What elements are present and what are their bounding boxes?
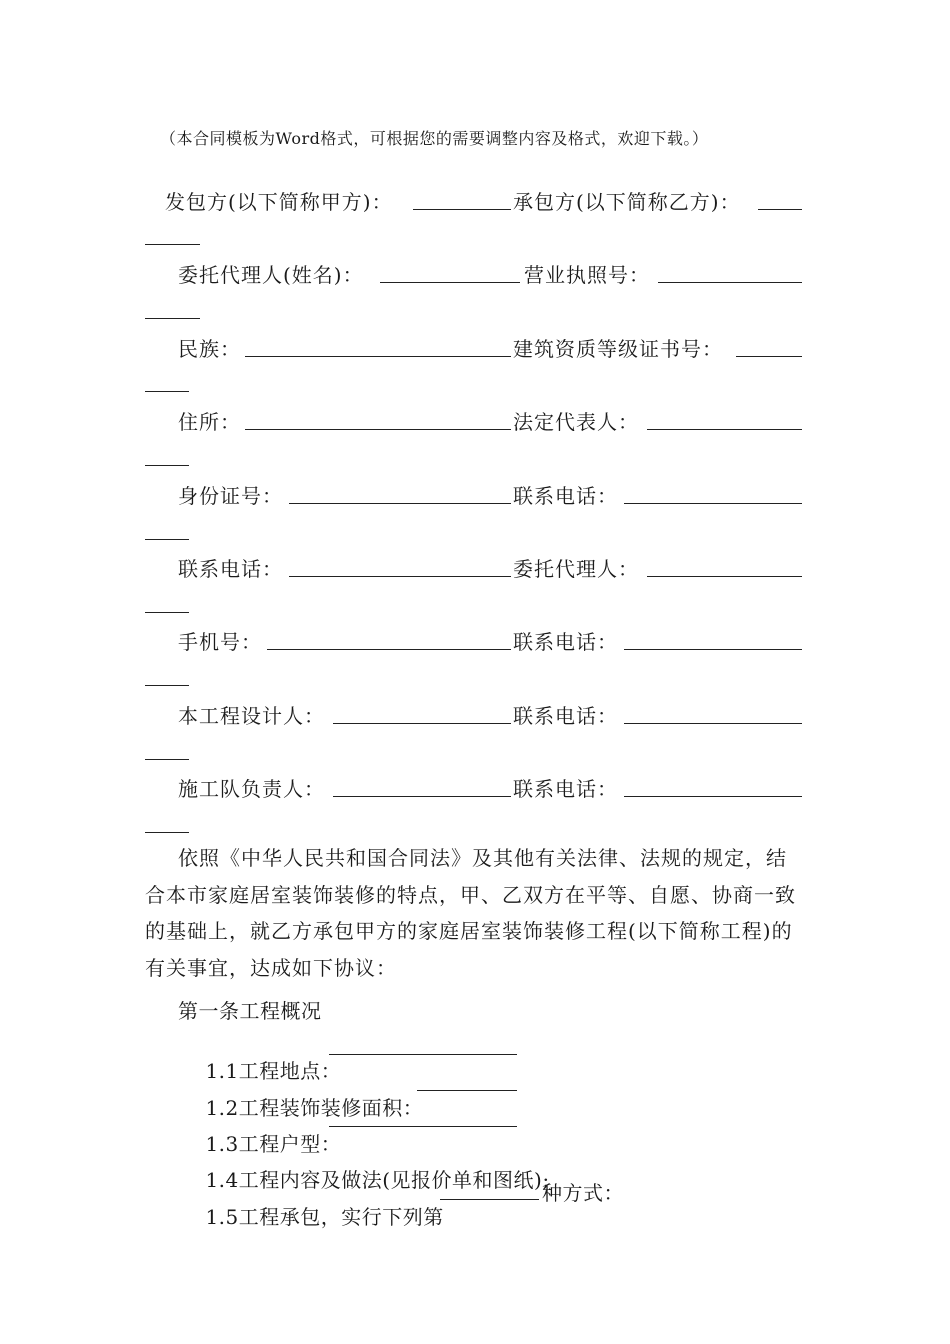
fill-blank[interactable] xyxy=(333,723,511,724)
fill-blank[interactable] xyxy=(736,356,802,357)
field-label-right: 联系电话： xyxy=(513,704,618,728)
fill-blank-continued[interactable] xyxy=(145,539,189,540)
field-label-left: 本工程设计人： xyxy=(178,704,325,728)
field-label-left: 联系电话： xyxy=(178,557,283,581)
fill-blank[interactable] xyxy=(380,282,520,283)
fill-blank-continued[interactable] xyxy=(145,244,200,245)
fill-blank[interactable] xyxy=(624,723,802,724)
fill-blank[interactable] xyxy=(333,796,511,797)
item-label: 1.3工程户型： xyxy=(205,1132,342,1156)
item-label: 1.5工程承包，实行下列第 xyxy=(205,1205,444,1229)
field-label-right: 法定代表人： xyxy=(513,410,639,434)
article-title: 第一条工程概况 xyxy=(178,999,322,1023)
fill-blank[interactable] xyxy=(624,649,802,650)
fill-blank[interactable] xyxy=(417,1090,517,1091)
field-label-left: 住所： xyxy=(178,410,241,434)
fill-blank[interactable] xyxy=(624,503,802,504)
item-1-5-suffix: 种方式： xyxy=(542,1181,624,1205)
field-label-right: 委托代理人： xyxy=(513,557,639,581)
field-label-left: 施工队负责人： xyxy=(178,777,325,801)
fill-blank-continued[interactable] xyxy=(145,391,189,392)
field-label-right: 联系电话： xyxy=(513,777,618,801)
field-label-left: 发包方(以下简称甲方)： xyxy=(165,190,393,214)
field-label-left: 身份证号： xyxy=(178,484,283,508)
fill-blank-continued[interactable] xyxy=(145,612,189,613)
template-note: （本合同模板为Word格式，可根据您的需要调整内容及格式，欢迎下载。） xyxy=(160,129,709,148)
fill-blank[interactable] xyxy=(647,576,802,577)
fill-blank[interactable] xyxy=(329,1126,517,1127)
fill-blank-continued[interactable] xyxy=(145,832,189,833)
fill-blank[interactable] xyxy=(624,796,802,797)
fill-blank[interactable] xyxy=(245,356,511,357)
fill-blank-continued[interactable] xyxy=(145,318,200,319)
fill-blank[interactable] xyxy=(289,503,511,504)
intro-paragraph: 依照《中华人民共和国合同法》及其他有关法律、法规的规定，结合本市家庭居室装饰装修的特点，甲、乙双方在平等、自愿、协商一致的基础上，就乙方承包甲方的家庭居室装饰装修工程(以下简称工程)的有关事宜，达成如下协议： xyxy=(145,846,796,980)
field-label-right: 联系电话： xyxy=(513,484,618,508)
field-label-left: 民族： xyxy=(178,337,241,361)
fill-blank[interactable] xyxy=(245,429,511,430)
fill-blank-continued[interactable] xyxy=(145,685,189,686)
item-label: 1.1工程地点： xyxy=(205,1059,342,1083)
field-label-right: 联系电话： xyxy=(513,630,618,654)
fill-blank[interactable] xyxy=(758,209,802,210)
fill-blank[interactable] xyxy=(267,649,511,650)
fill-blank[interactable] xyxy=(647,429,802,430)
fill-blank-continued[interactable] xyxy=(145,465,189,466)
fill-blank[interactable] xyxy=(329,1054,517,1055)
fill-blank[interactable] xyxy=(440,1199,539,1200)
item-1-5 xyxy=(178,1177,444,1254)
fill-blank[interactable] xyxy=(413,209,511,210)
field-label-right: 建筑资质等级证书号： xyxy=(513,337,723,361)
field-label-left: 委托代理人(姓名)： xyxy=(178,263,364,287)
field-label-right: 承包方(以下简称乙方)： xyxy=(513,190,741,214)
field-label-left: 手机号： xyxy=(178,630,262,654)
field-label-right: 营业执照号： xyxy=(524,263,650,287)
fill-blank[interactable] xyxy=(289,576,511,577)
fill-blank[interactable] xyxy=(658,282,802,283)
item-label: 1.2工程装饰装修面积： xyxy=(205,1096,424,1120)
fill-blank-continued[interactable] xyxy=(145,759,189,760)
item-label: 1.4工程内容及做法(见报价单和图纸); xyxy=(205,1168,550,1192)
